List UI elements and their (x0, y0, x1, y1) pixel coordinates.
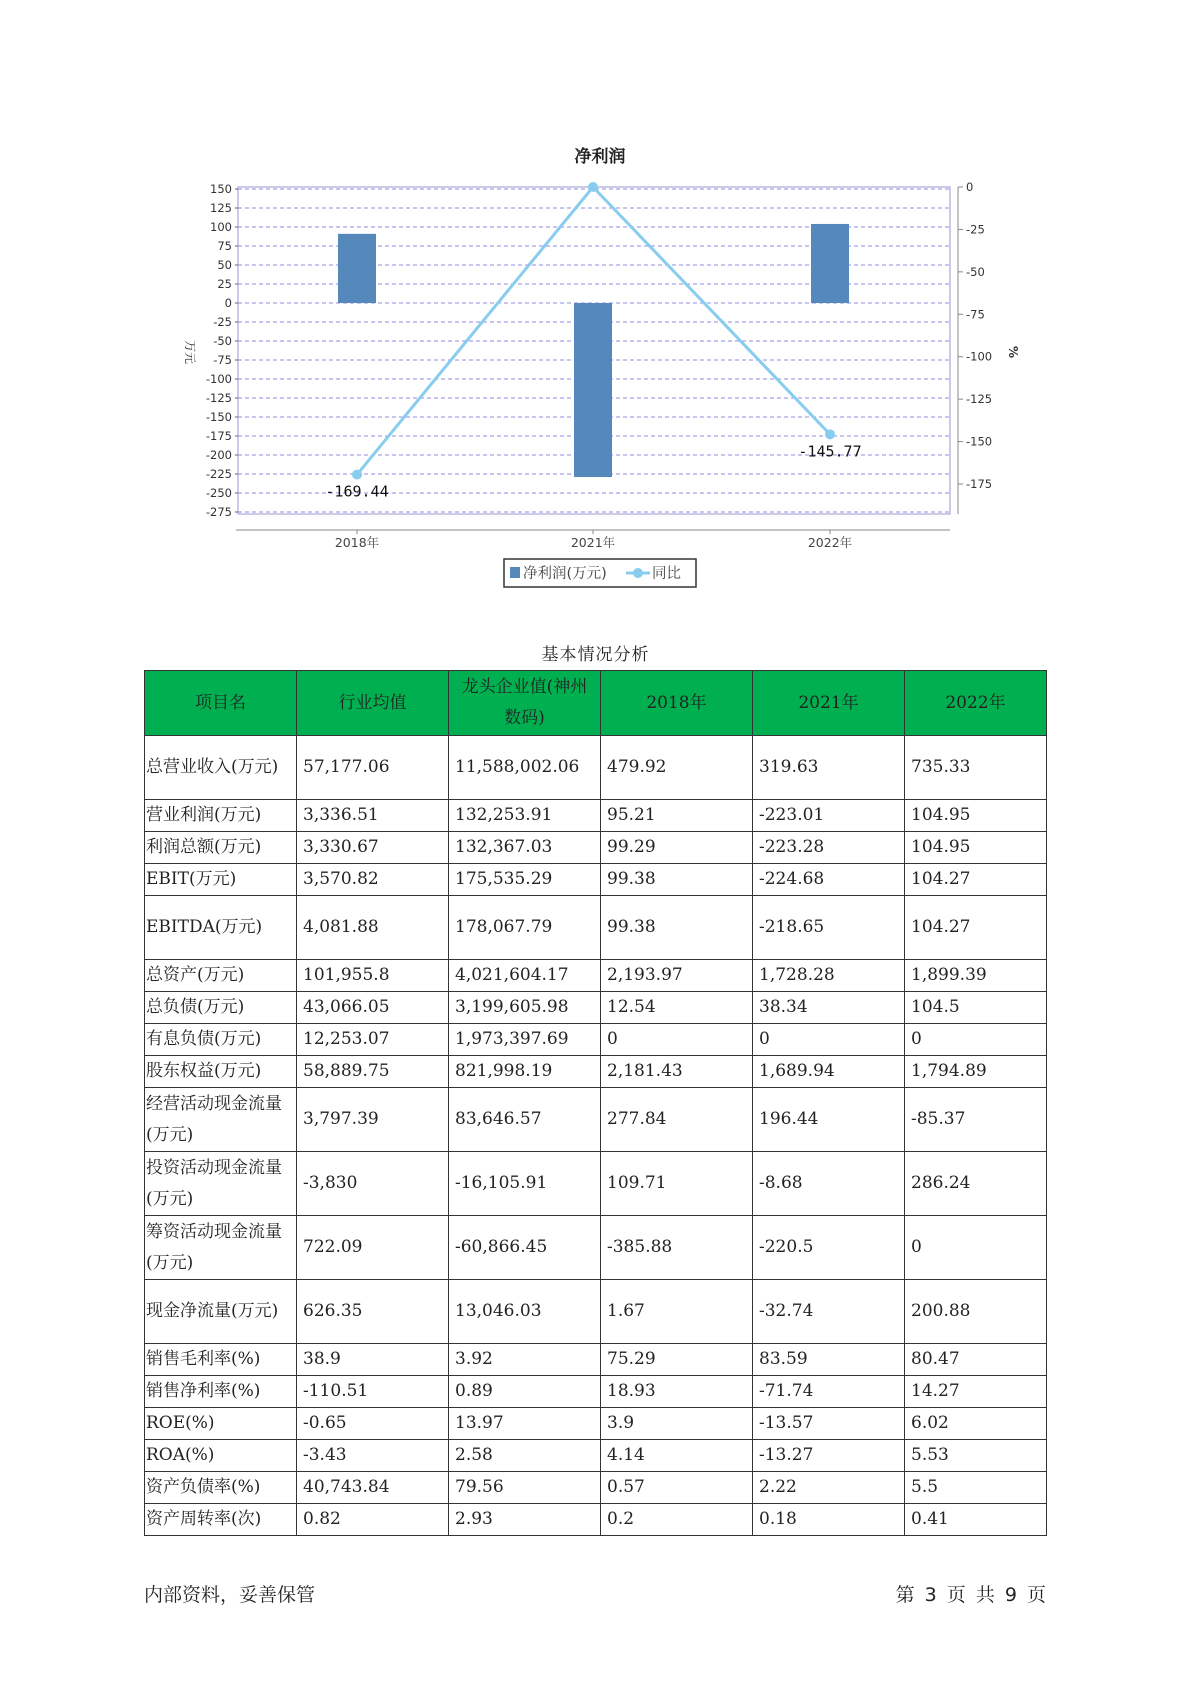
footer-page-number: 第 3 页 共 9 页 (895, 1584, 1046, 1606)
net-profit-chart (0, 0, 1191, 610)
footer-confidential-note: 内部资料，妥善保管 (144, 1584, 316, 1606)
right-axis-label: % (1006, 345, 1020, 359)
table-cell: 99.38 (601, 896, 753, 960)
table-row (145, 800, 1047, 832)
table-cell: -13.57 (753, 1408, 905, 1440)
x-tick-label: 2018年 (334, 535, 380, 550)
table-row (145, 992, 1047, 1024)
left-tick-label: -50 (213, 334, 232, 348)
row-name: ROA(%) (145, 1440, 297, 1472)
left-tick-label: 125 (210, 201, 232, 215)
table-row (145, 1344, 1047, 1376)
table-cell: 83.59 (753, 1344, 905, 1376)
table-cell: 6.02 (905, 1408, 1047, 1440)
table-cell: -85.37 (905, 1088, 1047, 1152)
left-tick-label: -225 (205, 467, 232, 481)
table-cell: 3,330.67 (297, 832, 449, 864)
table-row (145, 1024, 1047, 1056)
table-cell: 735.33 (905, 736, 1047, 800)
table-row (145, 1088, 1047, 1152)
table-cell: 196.44 (753, 1088, 905, 1152)
left-axis (206, 182, 238, 519)
table-cell: 200.88 (905, 1280, 1047, 1344)
row-name: 现金净流量(万元) (145, 1280, 297, 1344)
table-row (145, 1280, 1047, 1344)
table-cell: 0.82 (297, 1504, 449, 1536)
table-cell: 0.57 (601, 1472, 753, 1504)
column-header: 龙头企业值(神州数码) (449, 671, 601, 736)
row-name: 总资产(万元) (145, 960, 297, 992)
table-cell: 0 (601, 1024, 753, 1056)
right-tick-label: -100 (966, 349, 993, 364)
left-tick-label: -175 (205, 429, 232, 443)
table-cell: 95.21 (601, 800, 753, 832)
left-tick-label: -75 (213, 353, 232, 367)
table-cell: 79.56 (449, 1472, 601, 1504)
table-header-row (145, 671, 1047, 736)
row-name: 有息负债(万元) (145, 1024, 297, 1056)
table-cell: 132,367.03 (449, 832, 601, 864)
table-cell: 2.93 (449, 1504, 601, 1536)
chart-legend (504, 559, 696, 587)
x-tick-label: 2021年 (570, 535, 616, 550)
table-cell: 5.53 (905, 1440, 1047, 1472)
yoy-data-label: -145.77 (798, 442, 862, 461)
table-cell: -60,866.45 (449, 1216, 601, 1280)
left-tick-label: -100 (205, 372, 232, 386)
table-cell: 3,797.39 (297, 1088, 449, 1152)
table-cell: 0 (753, 1024, 905, 1056)
table-cell: 626.35 (297, 1280, 449, 1344)
table-cell: 40,743.84 (297, 1472, 449, 1504)
table-cell: 3,570.82 (297, 864, 449, 896)
table-cell: 2,181.43 (601, 1056, 753, 1088)
table-cell: 12.54 (601, 992, 753, 1024)
column-header: 2022年 (905, 671, 1047, 736)
table-cell: 99.29 (601, 832, 753, 864)
row-name: 总负债(万元) (145, 992, 297, 1024)
legend-bar-swatch (510, 567, 520, 578)
yoy-data-label: -169.44 (325, 482, 389, 501)
table-cell: 319.63 (753, 736, 905, 800)
table-cell: 1,899.39 (905, 960, 1047, 992)
x-tick-label: 2022年 (807, 535, 853, 550)
table-cell: 18.93 (601, 1376, 753, 1408)
basic-analysis-table (144, 670, 1047, 1536)
left-tick-label: 150 (210, 182, 232, 196)
table-cell: 0.89 (449, 1376, 601, 1408)
table-cell: 11,588,002.06 (449, 736, 601, 800)
table-row (145, 1472, 1047, 1504)
bar-2022年 (811, 224, 849, 303)
table-cell: -3.43 (297, 1440, 449, 1472)
table-row (145, 1056, 1047, 1088)
table-cell: 109.71 (601, 1152, 753, 1216)
table-cell: -223.01 (753, 800, 905, 832)
table-cell: -385.88 (601, 1216, 753, 1280)
table-row (145, 1440, 1047, 1472)
table-cell: -224.68 (753, 864, 905, 896)
table-cell: 1,794.89 (905, 1056, 1047, 1088)
row-name: 资产周转率(次) (145, 1504, 297, 1536)
row-name: ROE(%) (145, 1408, 297, 1440)
table-cell: 3,199,605.98 (449, 992, 601, 1024)
table-cell: -13.27 (753, 1440, 905, 1472)
column-header: 2021年 (753, 671, 905, 736)
table-cell: 821,998.19 (449, 1056, 601, 1088)
table-cell: 277.84 (601, 1088, 753, 1152)
left-tick-label: -25 (213, 315, 232, 329)
table-body (145, 736, 1047, 1536)
table-cell: 5.5 (905, 1472, 1047, 1504)
row-name: 投资活动现金流量(万元) (145, 1152, 297, 1216)
table-row (145, 1504, 1047, 1536)
table-cell: 13.97 (449, 1408, 601, 1440)
yoy-point (352, 470, 362, 480)
table-cell: 104.27 (905, 864, 1047, 896)
table-cell: 479.92 (601, 736, 753, 800)
table-cell: -0.65 (297, 1408, 449, 1440)
table-cell: 286.24 (905, 1152, 1047, 1216)
row-name: 利润总额(万元) (145, 832, 297, 864)
table-row (145, 1216, 1047, 1280)
x-axis (236, 530, 950, 550)
table-cell: 0 (905, 1024, 1047, 1056)
table-caption: 基本情况分析 (541, 645, 650, 665)
bar-2018年 (338, 234, 376, 303)
table-cell: -218.65 (753, 896, 905, 960)
table-cell: 3.92 (449, 1344, 601, 1376)
table-row (145, 832, 1047, 864)
table-row (145, 1376, 1047, 1408)
table-cell: 175,535.29 (449, 864, 601, 896)
table-cell: 12,253.07 (297, 1024, 449, 1056)
left-axis-label: 万元 (183, 339, 197, 365)
table-cell: -220.5 (753, 1216, 905, 1280)
table-cell: 14.27 (905, 1376, 1047, 1408)
left-tick-label: -125 (205, 391, 232, 405)
left-tick-label: 25 (217, 277, 232, 291)
yoy-point (825, 429, 835, 439)
table-row (145, 736, 1047, 800)
legend-line-label: 同比 (652, 566, 681, 582)
table-cell: 2.58 (449, 1440, 601, 1472)
table-cell: -3,830 (297, 1152, 449, 1216)
table-cell: 132,253.91 (449, 800, 601, 832)
table-cell: 83,646.57 (449, 1088, 601, 1152)
row-name: 资产负债率(%) (145, 1472, 297, 1504)
table-cell: 1,973,397.69 (449, 1024, 601, 1056)
table-cell: 722.09 (297, 1216, 449, 1280)
table-cell: 104.95 (905, 832, 1047, 864)
row-name: EBITDA(万元) (145, 896, 297, 960)
table-cell: 13,046.03 (449, 1280, 601, 1344)
table-cell: -223.28 (753, 832, 905, 864)
table-cell: 4,021,604.17 (449, 960, 601, 992)
left-tick-label: 50 (217, 258, 232, 272)
left-tick-label: 100 (210, 220, 232, 234)
table-cell: 38.9 (297, 1344, 449, 1376)
row-name: EBIT(万元) (145, 864, 297, 896)
table-cell: 38.34 (753, 992, 905, 1024)
table-cell: 4.14 (601, 1440, 753, 1472)
row-name: 营业利润(万元) (145, 800, 297, 832)
table-cell: -16,105.91 (449, 1152, 601, 1216)
table-cell: 58,889.75 (297, 1056, 449, 1088)
table-cell: 101,955.8 (297, 960, 449, 992)
right-tick-label: 0 (966, 180, 974, 194)
table-cell: 1,689.94 (753, 1056, 905, 1088)
table-cell: 0.41 (905, 1504, 1047, 1536)
legend-bar-label: 净利润(万元) (523, 566, 607, 582)
table-row (145, 1152, 1047, 1216)
yoy-point (588, 182, 598, 192)
table-row (145, 864, 1047, 896)
table-cell: 104.95 (905, 800, 1047, 832)
column-header: 项目名 (145, 671, 297, 736)
column-header: 行业均值 (297, 671, 449, 736)
left-tick-label: 0 (224, 296, 232, 310)
right-tick-label: -150 (966, 434, 993, 449)
table-cell: 75.29 (601, 1344, 753, 1376)
left-tick-label: 75 (217, 239, 232, 253)
row-name: 销售净利率(%) (145, 1376, 297, 1408)
table-row (145, 896, 1047, 960)
left-tick-label: -250 (205, 486, 232, 500)
table-cell: 0.2 (601, 1504, 753, 1536)
right-tick-label: -25 (966, 222, 985, 237)
column-header: 2018年 (601, 671, 753, 736)
table-cell: -8.68 (753, 1152, 905, 1216)
table-cell: 3,336.51 (297, 800, 449, 832)
table-cell: -71.74 (753, 1376, 905, 1408)
table-cell: 4,081.88 (297, 896, 449, 960)
table-cell: -110.51 (297, 1376, 449, 1408)
table-row (145, 960, 1047, 992)
table-cell: 2,193.97 (601, 960, 753, 992)
table-cell: 0 (905, 1216, 1047, 1280)
table-cell: 43,066.05 (297, 992, 449, 1024)
table-cell: 2.22 (753, 1472, 905, 1504)
right-tick-label: -75 (966, 307, 985, 322)
bar-2021年 (574, 303, 612, 477)
left-tick-label: -275 (205, 505, 232, 519)
row-name: 经营活动现金流量(万元) (145, 1088, 297, 1152)
legend-line-marker (633, 568, 643, 578)
row-name: 销售毛利率(%) (145, 1344, 297, 1376)
table-cell: 99.38 (601, 864, 753, 896)
right-axis (958, 180, 992, 514)
left-tick-label: -200 (205, 448, 232, 462)
table-cell: -32.74 (753, 1280, 905, 1344)
row-name: 总营业收入(万元) (145, 736, 297, 800)
table-cell: 178,067.79 (449, 896, 601, 960)
right-tick-label: -50 (966, 264, 985, 279)
bar-series (338, 224, 849, 477)
table-row (145, 1408, 1047, 1440)
table-cell: 1,728.28 (753, 960, 905, 992)
table-cell: 3.9 (601, 1408, 753, 1440)
right-tick-label: -175 (966, 477, 993, 491)
row-name: 筹资活动现金流量(万元) (145, 1216, 297, 1280)
table-cell: 104.27 (905, 896, 1047, 960)
right-tick-label: -125 (966, 392, 993, 407)
table-cell: 0.18 (753, 1504, 905, 1536)
table-cell: 104.5 (905, 992, 1047, 1024)
table-cell: 1.67 (601, 1280, 753, 1344)
chart-title: 净利润 (574, 147, 626, 167)
row-name: 股东权益(万元) (145, 1056, 297, 1088)
table-cell: 57,177.06 (297, 736, 449, 800)
left-tick-label: -150 (205, 410, 232, 424)
table-cell: 80.47 (905, 1344, 1047, 1376)
